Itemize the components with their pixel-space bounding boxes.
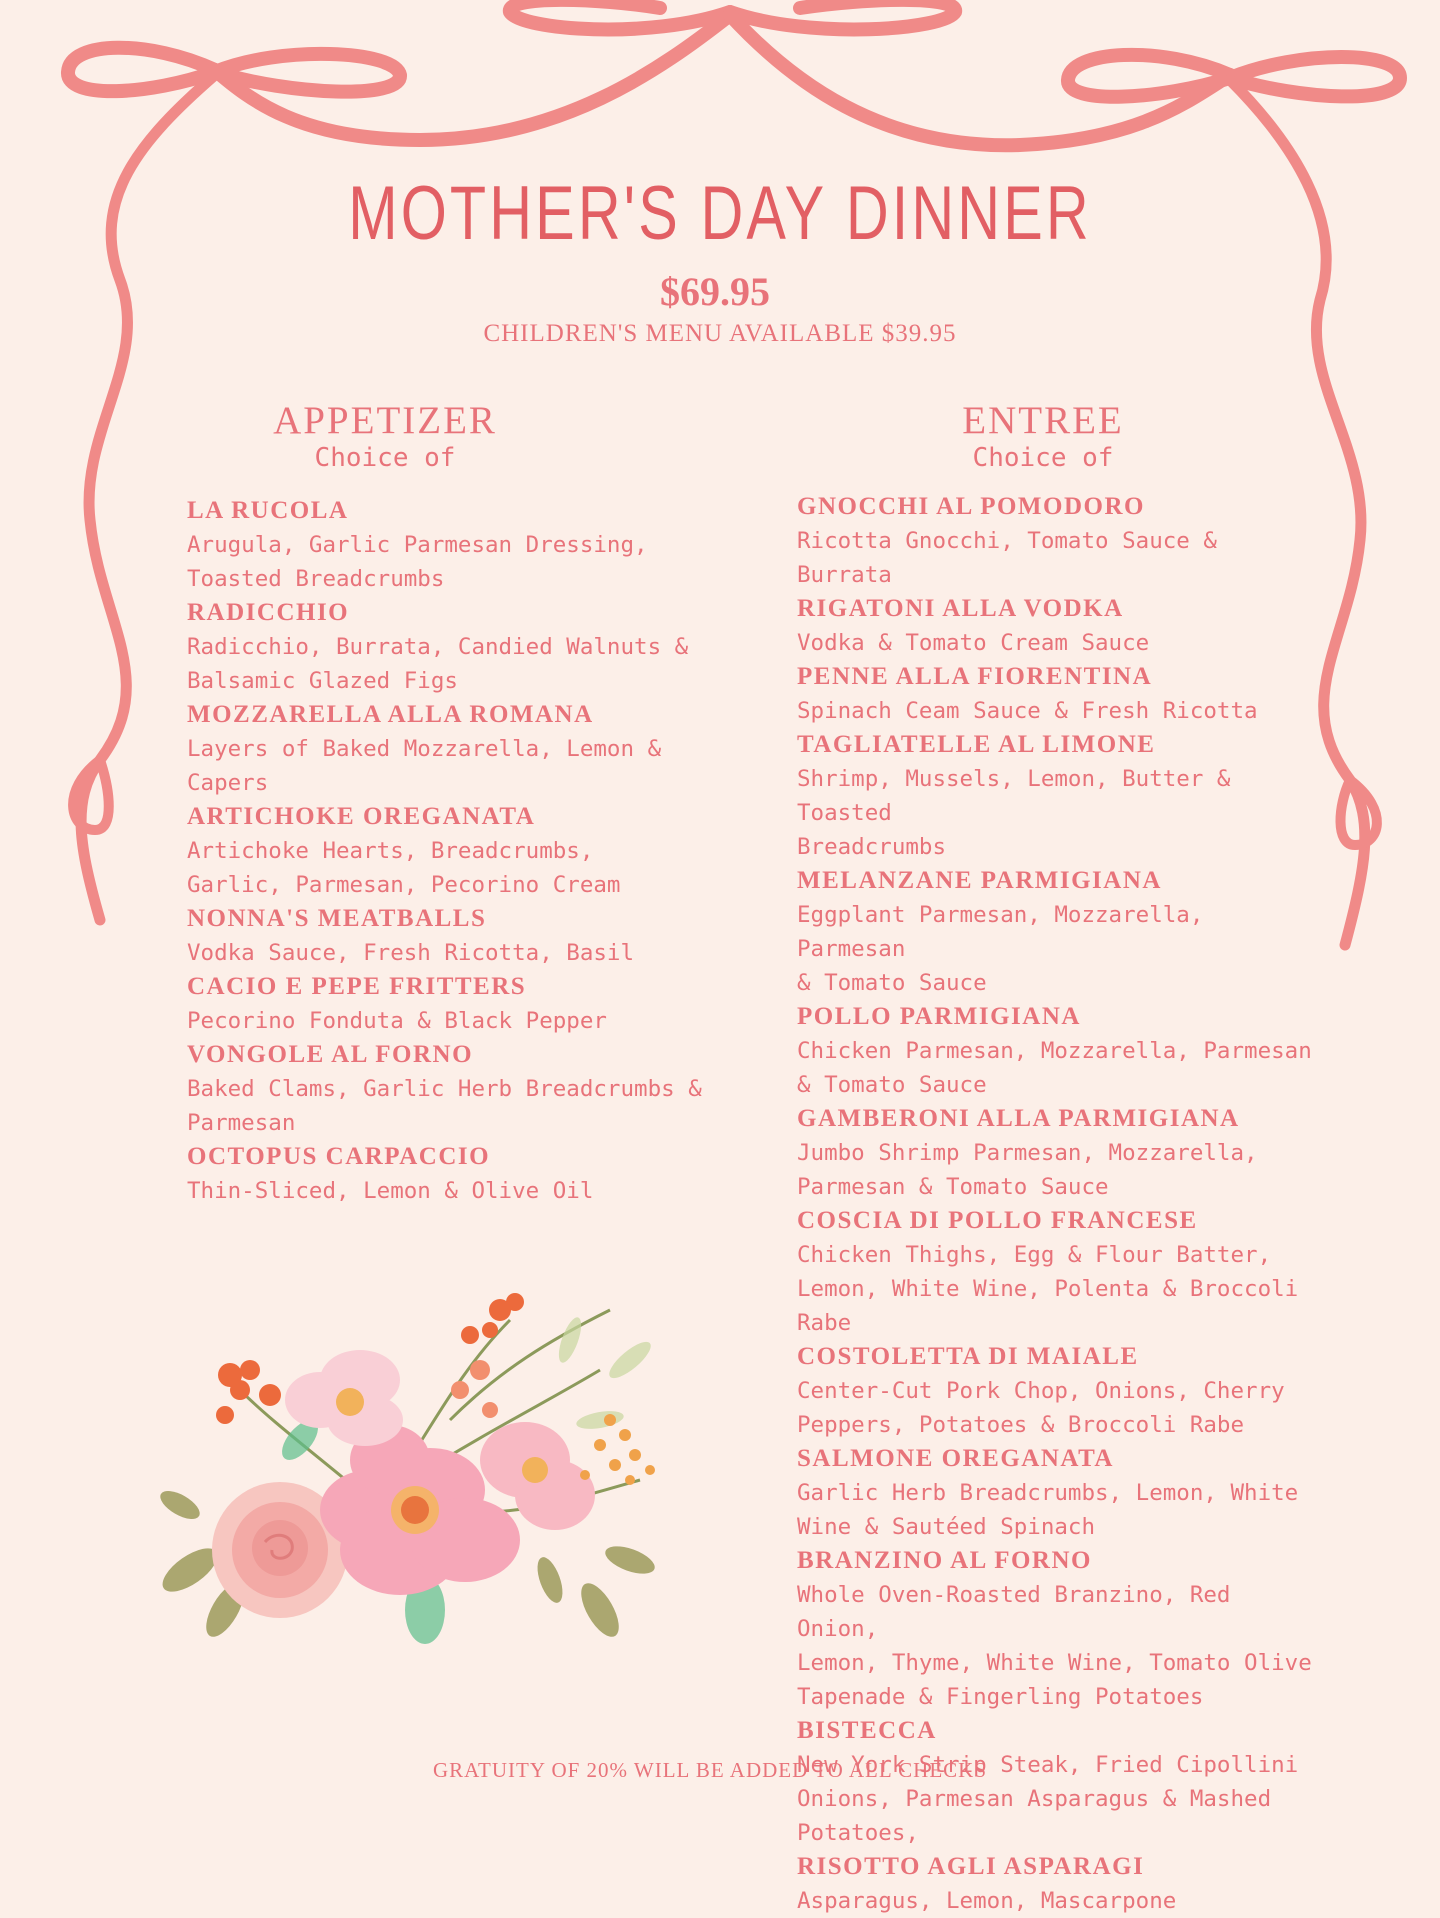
list-item [797,728,1317,864]
item-description: Jumbo Shrimp Parmesan, Mozzarella, Parmesan & Tomato Sauce [797,1140,1258,1200]
item-description: Arugula, Garlic Parmesan Dressing, Toasted Breadcrumbs [187,532,648,592]
item-name: MELANZANE PARMIGIANA [797,867,1162,894]
item-name: VONGOLE AL FORNO [187,1041,474,1068]
item-name: BRANZINO AL FORNO [797,1547,1092,1574]
list-item [797,592,1317,660]
appetizer-list [187,494,707,1208]
item-name: CACIO E PEPE FRITTERS [187,973,527,1000]
list-item [797,1204,1317,1340]
appetizer-subheading: Choice of [314,443,456,473]
item-description: Shrimp, Mussels, Lemon, Butter & Toasted Breadcrumbs [797,766,1231,860]
item-name: LA RUCOLA [187,497,349,524]
list-item [187,902,707,970]
list-item [187,596,707,698]
item-name: BISTECCA [797,1717,937,1744]
list-item [797,1000,1317,1102]
item-name: GNOCCHI AL POMODORO [797,493,1145,520]
list-item [187,698,707,800]
list-item [797,660,1317,728]
list-item [187,970,707,1038]
item-name: OCTOPUS CARPACCIO [187,1143,491,1170]
list-item [797,1340,1317,1442]
list-item [797,1442,1317,1544]
list-item [797,490,1317,592]
item-name: ARTICHOKE OREGANATA [187,803,536,830]
appetizer-heading: APPETIZER [273,399,497,442]
item-name: TAGLIATELLE AL LIMONE [797,731,1156,758]
menu-title: MOTHER'S DAY DINNER [348,171,1092,256]
item-name: RADICCHIO [187,599,350,626]
list-item [797,1850,1317,1918]
item-description: Vodka Sauce, Fresh Ricotta, Basil [187,940,635,966]
list-item [187,1140,707,1208]
list-item [797,1102,1317,1204]
item-description: Radicchio, Burrata, Candied Walnuts & Balsamic Glazed Figs [187,634,689,694]
item-name: SALMONE OREGANATA [797,1445,1114,1472]
entree-heading: ENTREE [962,399,1124,442]
item-description: Eggplant Parmesan, Mozzarella, Parmesan & Tomato Sauce [797,902,1204,996]
item-description: Baked Clams, Garlic Herb Breadcrumbs & Parmesan [187,1076,702,1136]
item-name: COSTOLETTA DI MAIALE [797,1343,1139,1370]
entree-subheading: Choice of [972,443,1114,473]
item-name: PENNE ALLA FIORENTINA [797,663,1153,690]
item-description: Chicken Thighs, Egg & Flour Batter, Lemon, White Wine, Polenta & Broccoli Rabe [797,1242,1299,1336]
item-description: Vodka & Tomato Cream Sauce [797,630,1150,656]
children-menu-note: CHILDREN'S MENU AVAILABLE $39.95 [483,320,957,347]
item-description: Whole Oven-Roasted Branzino, Red Onion, Lemon, Thyme, White Wine, Tomato Olive Tapenade & Fingerling Potatoes [797,1582,1312,1710]
item-name: MOZZARELLA ALLA ROMANA [187,701,594,728]
list-item [797,1544,1317,1714]
flower-bouquet-icon [130,1280,710,1660]
list-item [797,864,1317,1000]
item-description: New York Strip Steak, Fried Cipollini Onions, Parmesan Asparagus & Mashed Potatoes, [797,1752,1299,1846]
entree-list [797,490,1317,1918]
item-description: Pecorino Fonduta & Black Pepper [187,1008,607,1034]
item-name: COSCIA DI POLLO FRANCESE [797,1207,1198,1234]
item-name: POLLO PARMIGIANA [797,1003,1081,1030]
item-name: RIGATONI ALLA VODKA [797,595,1124,622]
item-description: Chicken Parmesan, Mozzarella, Parmesan & Tomato Sauce [797,1038,1312,1098]
menu-price: $69.95 [660,269,770,314]
item-name: GAMBERONI ALLA PARMIGIANA [797,1105,1240,1132]
item-description: Center-Cut Pork Chop, Onions, Cherry Peppers, Potatoes & Broccoli Rabe [797,1378,1285,1438]
list-item [187,494,707,596]
item-description: Artichoke Hearts, Breadcrumbs, Garlic, Parmesan, Pecorino Cream [187,838,621,898]
item-description: Garlic Herb Breadcrumbs, Lemon, White Wine & Sautéed Spinach [797,1480,1299,1540]
gratuity-note: GRATUITY OF 20% WILL BE ADDED TO ALL CHECKS [433,1758,987,1782]
item-description: Ricotta Gnocchi, Tomato Sauce & Burrata [797,528,1217,588]
item-description: Layers of Baked Mozzarella, Lemon & Capers [187,736,662,796]
item-description: Spinach Ceam Sauce & Fresh Ricotta [797,698,1258,724]
item-description: Thin-Sliced, Lemon & Olive Oil [187,1178,594,1204]
list-item [187,1038,707,1140]
item-description: Asparagus, Lemon, Mascarpone [797,1888,1177,1914]
item-name: NONNA'S MEATBALLS [187,905,487,932]
item-name: RISOTTO AGLI ASPARAGI [797,1853,1145,1880]
list-item [187,800,707,902]
